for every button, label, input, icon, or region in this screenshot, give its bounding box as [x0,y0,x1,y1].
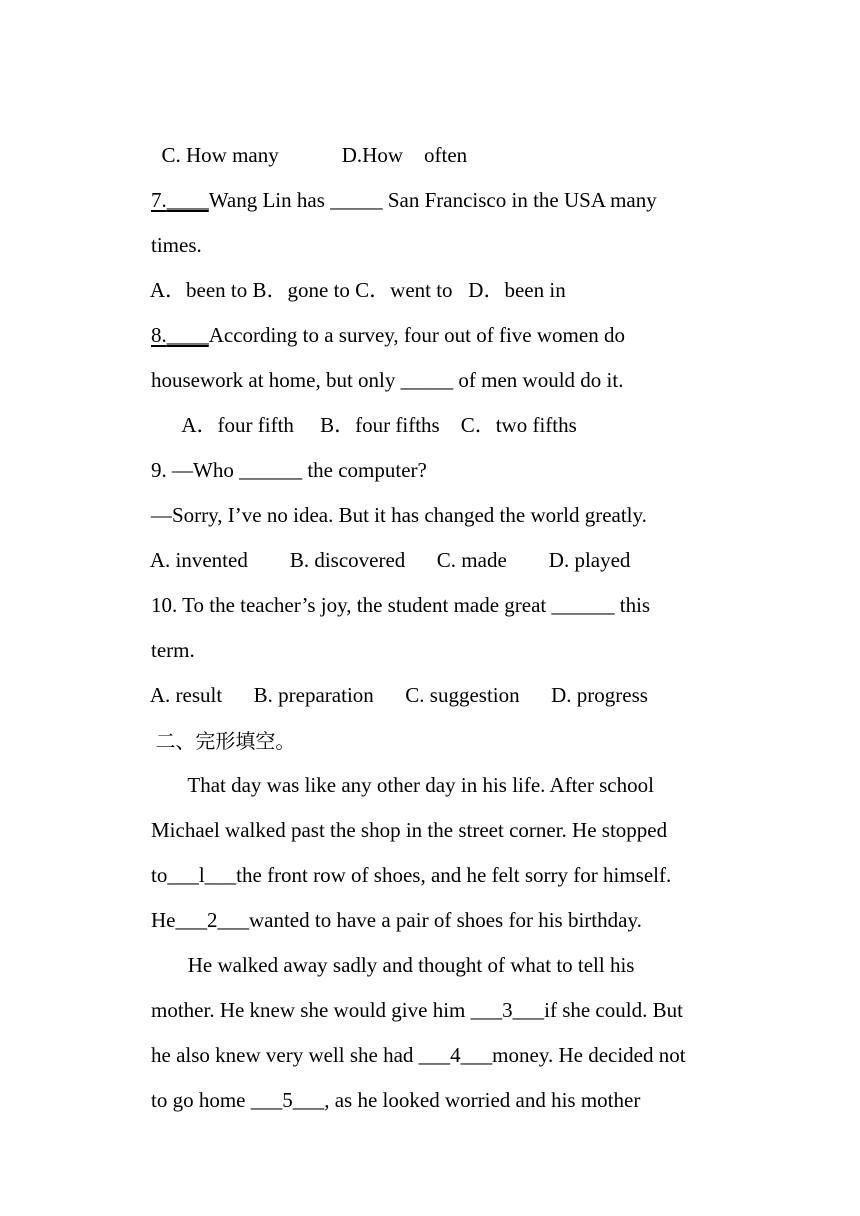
cloze-paragraph-line: Michael walked past the shop in the street corner. He stopped [151,818,668,842]
q6-options-cd-text: C. How many D.How often [151,143,468,167]
q8-stem-continued: housework at home, but only _____ of men would do it. [151,368,624,392]
q8-options: A．four fifth B．four fifths C．two fifths [151,413,577,437]
q7-number: 7.____ [151,188,209,212]
q10-stem: 10. To the teacher’s joy, the student made great ______ this [151,593,651,617]
q10-stem-continued: term. [151,638,195,662]
q8-stem-text: According to a survey, four out of five women do [208,323,625,347]
q10-options: A. result B. preparation C. suggestion D. progress [149,683,648,707]
cloze-paragraph-line: to___l___the front row of shoes, and he felt sorry for himself. [151,863,672,887]
q9-response: —Sorry, I’ve no idea. But it has changed the world greatly. [151,503,647,527]
cloze-paragraph-line: That day was like any other day in his life. After school [151,773,654,797]
q8-number: 8.____ [151,323,209,347]
cloze-paragraph-line: he also knew very well she had ___4___money. He decided not [151,1043,686,1067]
cloze-paragraph-line: He walked away sadly and thought of what to tell his [151,953,635,977]
q9-options: A. invented B. discovered C. made D. played [149,548,631,572]
cloze-paragraph-line: mother. He knew she would give him ___3___if she could. But [151,998,683,1022]
section-heading-cloze: 二、完形填空。 [155,729,296,753]
q7-stem-continued: times. [151,233,202,257]
cloze-paragraph-line: He___2___wanted to have a pair of shoes for his birthday. [151,908,642,932]
q9-stem: 9. —Who ______ the computer? [151,458,427,482]
q7-stem-text: Wang Lin has _____ San Francisco in the USA many [208,188,657,212]
q7-options: A．been to B．gone to C．went to D．been in [149,278,566,302]
cloze-paragraph-line: to go home ___5___, as he looked worried and his mother [151,1088,641,1112]
q7-stem [130,158,657,242]
